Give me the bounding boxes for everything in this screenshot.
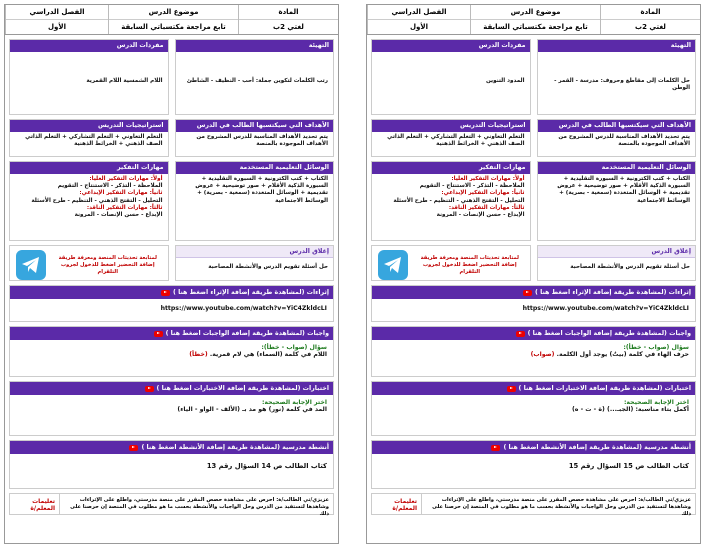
youtube-icon[interactable] bbox=[145, 386, 154, 392]
enrich-section: إثراءات (لمشاهدة طريقة إضافة الإثراء اضغط هنا ) https://www.youtube.com/watch?v=YiC4ZkldcLI bbox=[9, 285, 334, 322]
tests-section: اختبارات (لمشاهدة طريقة إضافة الاختبارات اضغط هنا ) اختر الإجابة الصحيحة: المد في كلمة (نور) هو مد بـ (الألف - الواو - الياء) bbox=[9, 381, 334, 436]
closing-box: إغلاق الدرس حل أسئلة تقويم الدرس والأنشطة المصاحبة bbox=[175, 245, 335, 281]
vocab-box: مفردات الدرس المدود التنوين bbox=[371, 39, 531, 115]
homework-section: واجبات (لمشاهدة طريقة إضافة الواجبات اضغط هنا ) سؤال (صواب - خطأ): حرف الهاء في كلمة (بيتٌ) يوجد أول الكلمة. (صواب) bbox=[371, 326, 696, 377]
activities-section: أنشطة مدرسية (لمشاهدة طريقة إضافة الأنشطة اضغط هنا ) كتاب الطالب ص 15 السؤال رقم 15 bbox=[371, 440, 696, 489]
youtube-icon[interactable] bbox=[161, 290, 170, 296]
telegram-icon[interactable] bbox=[16, 250, 46, 280]
homework-section: واجبات (لمشاهدة طريقة إضافة الواجبات اضغط هنا ) سؤال (صواب - خطأ): اللام في كلمة (السماء) هي لام قمرية. (خطأ) bbox=[9, 326, 334, 377]
goals-box: الأهداف التي سيكتسبها الطالب في الدرس يتم تحديد الأهداف المناسبة للدرس المشروح من الأهداف الموجودة بالمنصة bbox=[175, 119, 335, 157]
vocab-box: مفردات الدرس اللام الشمسية اللام القمرية bbox=[9, 39, 169, 115]
header-grid bbox=[367, 5, 700, 35]
youtube-icon[interactable] bbox=[516, 331, 525, 337]
page-right bbox=[366, 4, 701, 544]
header-topic: موضوع الدرس تابع مراجعة مكتسباتي السابقة bbox=[470, 5, 600, 34]
activities-section: أنشطة مدرسية (لمشاهدة طريقة إضافة الأنشطة اضغط هنا ) كتاب الطالب ص 14 السؤال رقم 13 bbox=[9, 440, 334, 489]
header-grid bbox=[5, 5, 338, 35]
telegram-box[interactable]: لمتابعة تحديثات المنصة ومعرفة طريقة إضافة التحضير اضغط للدخول لجروب التلقرام bbox=[9, 245, 169, 281]
telegram-box[interactable]: لمتابعة تحديثات المنصة ومعرفة طريقة إضافة التحضير اضغط للدخول لجروب التلقرام bbox=[371, 245, 531, 281]
telegram-icon[interactable] bbox=[378, 250, 408, 280]
intro-box: التهيئة رتب الكلمات لتكوين جملة: أحب - النظيف - الشاطئ bbox=[175, 39, 335, 115]
aids-box: الوسائل التعليمية المستخدمة الكتاب + كتب الكترونية + السبورة التقليدية + السبورة الذكية الأقلام + صور توضيحية + عروض تقديمية + الوسائل المتعددة (سمعية - بصرية) + الوسائط الاجتماعية bbox=[537, 161, 697, 241]
youtube-icon[interactable] bbox=[507, 386, 516, 392]
aids-box: الوسائل التعليمية المستخدمة الكتاب + كتب الكترونية + السبورة التقليدية + السبورة الذكية الأقلام + صور توضيحية + عروض تقديمية + الوسائل المتعددة (سمعية - بصرية) + الوسائط الاجتماعية bbox=[175, 161, 335, 241]
tests-section: اختبارات (لمشاهدة طريقة إضافة الاختبارات اضغط هنا ) اختر الإجابة الصحيحة: أكمل بتاء مناسبة: (الجبـ...) (ة - ت - ه) bbox=[371, 381, 696, 436]
strategies-box: استراتيجيات التدريس التعلم التعاوني + التعلم التشاركي + التعلم الذاتي الصف الذهني + الخرائط الذهنية bbox=[9, 119, 169, 157]
thinking-box: مهارات التفكير أولاً: مهارات التفكير العليا: الملاحظة - التذكر - الاستنتاج - التقويم ثانياً: مهارات التفكير الإبداعي: التحليل - التفتح الذهني - التنظيم - طرح الأسئلة ثالثاً: مهارات التفكير الناقد: الإبداع - حسن الإنصات - المرونة bbox=[371, 161, 531, 241]
header-topic: موضوع الدرس تابع مراجعة مكتسباتي السابقة bbox=[108, 5, 238, 34]
header-semester: الفصل الدراسي الأول bbox=[367, 5, 470, 34]
youtube-icon[interactable] bbox=[523, 290, 532, 296]
page-left bbox=[4, 4, 339, 544]
footer: عزيزي/تي الطالب/ة: احرص على مشاهدة حصص المقرر على منصة مدرستي، واطلع على الإثراءات وشاهدها لتستفيد من الدرس وحل الواجبات والأنشطة بحسب ما هو مطلوب في المنصة إن حرصنا على ذلك تعليمات المعلم/ة bbox=[9, 493, 334, 515]
youtube-icon[interactable] bbox=[154, 331, 163, 337]
strategies-box: استراتيجيات التدريس التعلم التعاوني + التعلم التشاركي + التعلم الذاتي الصف الذهني + الخرائط الذهنية bbox=[371, 119, 531, 157]
header-subject: المادة لغتي 2ب bbox=[600, 5, 700, 34]
header-semester: الفصل الدراسي الأول bbox=[5, 5, 108, 34]
intro-box: التهيئة حل الكلمات إلى مقاطع وحروف: مدرسة - القمر - الوطن bbox=[537, 39, 697, 115]
header-subject: المادة لغتي 2ب bbox=[238, 5, 338, 34]
footer: عزيزي/تي الطالب/ة: احرص على مشاهدة حصص المقرر على منصة مدرستي، واطلع على الإثراءات وشاهدها لتستفيد من الدرس وحل الواجبات والأنشطة بحسب ما هو مطلوب في المنصة إن حرصنا على ذلك تعليمات المعلم/ة bbox=[371, 493, 696, 515]
enrich-section: إثراءات (لمشاهدة طريقة إضافة الإثراء اضغط هنا ) https://www.youtube.com/watch?v=YiC4ZkldcLI bbox=[371, 285, 696, 322]
goals-box: الأهداف التي سيكتسبها الطالب في الدرس يتم تحديد الأهداف المناسبة للدرس المشروح من الأهداف الموجودة بالمنصة bbox=[537, 119, 697, 157]
youtube-icon[interactable] bbox=[491, 445, 500, 451]
youtube-icon[interactable] bbox=[129, 445, 138, 451]
closing-box: إغلاق الدرس حل أسئلة تقويم الدرس والأنشطة المصاحبة bbox=[537, 245, 697, 281]
thinking-box: مهارات التفكير أولاً: مهارات التفكير العليا: الملاحظة - التذكر - الاستنتاج - التقويم ثانياً: مهارات التفكير الإبداعي: التحليل - التفتح الذهني - التنظيم - طرح الأسئلة ثالثاً: مهارات التفكير الناقد: الإبداع - حسن الإنصات - المرونة bbox=[9, 161, 169, 241]
